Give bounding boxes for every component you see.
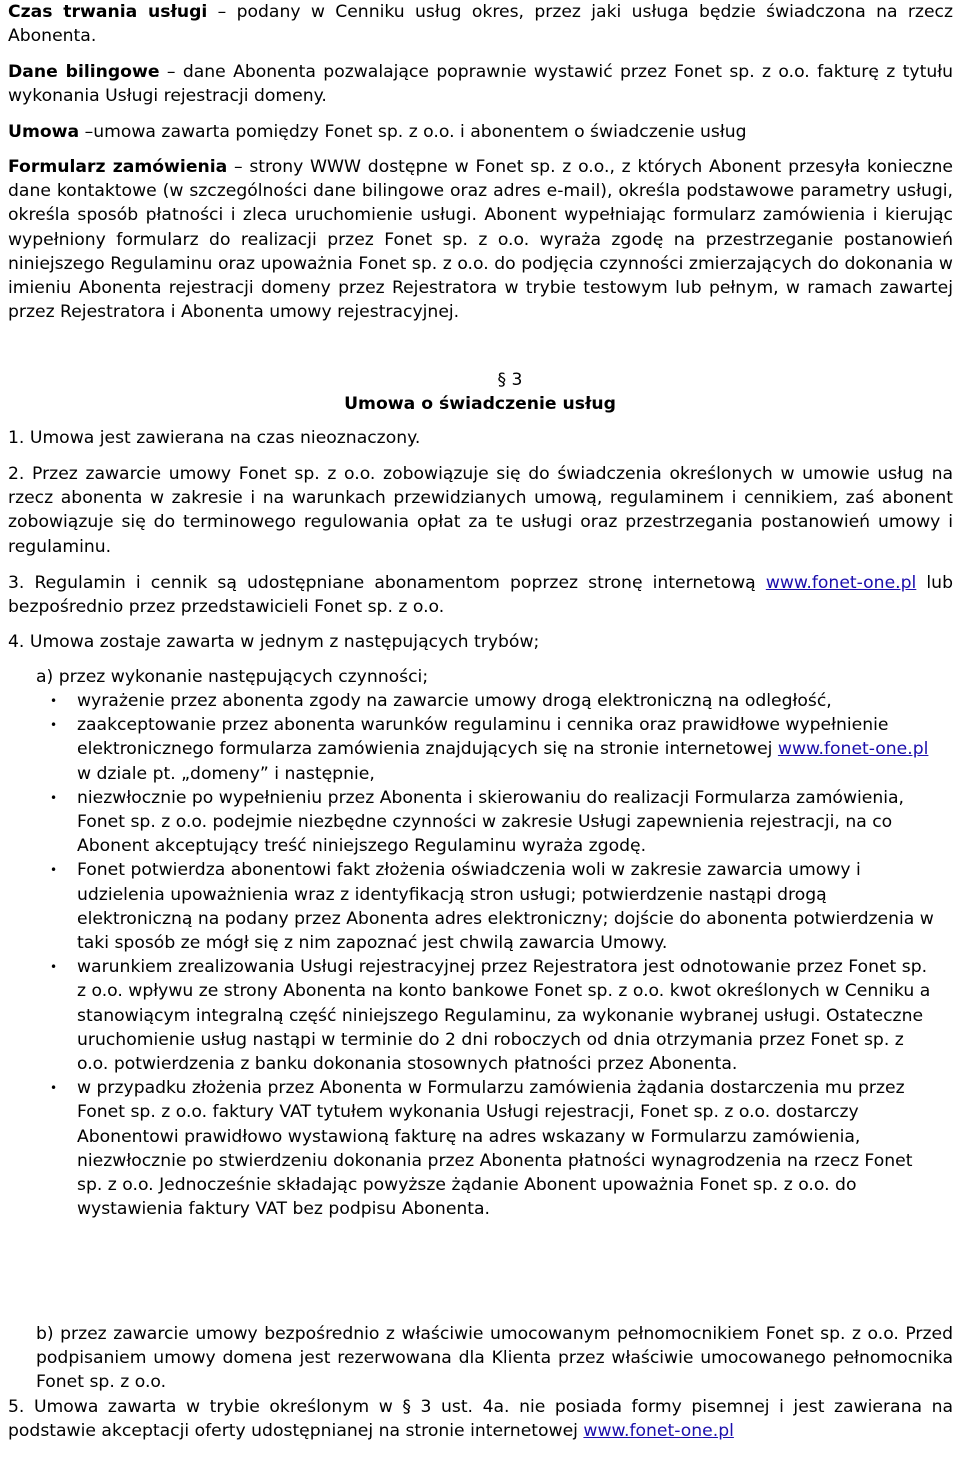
term-dane-bilingowe: Dane bilingowe — [8, 62, 160, 82]
definition-formularz — [8, 155, 953, 324]
bullet-icon: • — [50, 1081, 58, 1096]
point-3-text: 3. Regulamin i cennik są udostępniane abonamentom poprzez stronę internetową — [8, 573, 766, 593]
term-formularz-zamowienia: Formularz zamówienia — [8, 157, 228, 177]
list-item-text: warunkiem zrealizowania Usługi rejestracyjnej przez Rejestratora jest odnotowanie przez Fonet sp. z o.o. wpływu ze strony Abonenta na konto bankowe Fonet sp. z o.o. kwot określonych w Cenniku a stanowiącym integralną część niniejszego Regulaminu, za wykonanie wybranej usługi. Ostateczne uruchomienie usług nastąpi w terminie do 2 dni roboczych od dnia otrzymania przez Fonet sp. z o.o. potwierdzenia z banku dokonania stosownych płatności przez Abonenta. — [77, 957, 931, 1075]
term-umowa: Umowa — [8, 122, 80, 142]
bullet-icon: • — [50, 790, 58, 805]
point-4: 4. Umowa zostaje zawarta w jednym z następujących trybów; — [8, 632, 540, 652]
list-item-text: niezwłocznie po wypełnieniu przez Abonenta i skierowaniu do realizacji Formularza zamówienia, Fonet sp. z o.o. podejmie niezbędne czynności w zakresie Usługi zapewnienia rejestracji, na co Abonent akceptujący treść niniejszego Regulaminu wyraża zgodę. — [77, 787, 905, 857]
list-item — [0, 689, 953, 713]
definition-text: – strony WWW dostępne w Fonet sp. z o.o., z których Abonent przesyła konieczne dane kontaktowe (w szczególności dane bilingowe oraz adres e-mail), określa podstawowe parametry usługi, określa sposób płatności i zleca uruchomienie usługi. Abonent wypełniając formularz zamówienia i kierując wypełniony formularz do realizacji przez Fonet sp. z o.o. wyraża zgodę na przestrzeganie postanowień niniejszego Regulaminu oraz upoważnia Fonet sp. z o.o. do podjęcia czynności zmierzających do dokonania w imieniu Abonenta rejestracji domeny przez Rejestratora w trybie testowym lub pełnym, w ramach zawartej przez Rejestratora i Abonenta umowy rejestracyjnej. — [8, 157, 953, 323]
definition-umowa — [8, 120, 953, 144]
bullet-icon: • — [50, 694, 58, 708]
list-item — [0, 713, 953, 786]
list-item-text: wyrażenie przez abonenta zgody na zawarcie umowy drogą elektroniczną na odległość, — [77, 691, 832, 711]
section-title: Umowa o świadczenie usług — [344, 394, 616, 414]
website-link[interactable]: www.fonet-one.pl — [765, 573, 917, 593]
website-link[interactable]: www.fonet-one.pl — [777, 739, 929, 760]
definition-text: – podany w Cenniku usług okres, przez jaki usługa będzie świadczona na rzecz Abonenta. — [8, 2, 953, 47]
point-3-text-end: lub bezpośrednio przez przedstawicieli Fonet sp. z o.o. — [8, 573, 953, 618]
definition-text: – dane Abonenta pozwalające poprawnie wystawić przez Fonet sp. z o.o. fakturę z tytułu wykonania Usługi rejestracji domeny. — [8, 62, 954, 107]
website-link[interactable]: www.fonet-one.pl — [583, 1421, 734, 1442]
point-5-text: 5. Umowa zawarta w trybie określonym w § 3 ust. 4a. nie posiada formy pisemnej i jest zawierana na podstawie akceptacji oferty udostępnianej na stronie internetowej — [8, 1397, 953, 1442]
list-item — [0, 858, 953, 955]
bullet-list — [0, 689, 953, 1221]
definition-text: –umowa zawarta pomiędzy Fonet sp. z o.o. i abonentem o świadczenie usług — [79, 122, 747, 142]
point-4b: b) przez zawarcie umowy bezpośrednio z właściwie umocowanym pełnomocnikiem Fonet sp. z o.o. Przed podpisaniem umowy domena jest rezerwowana dla Klienta przez właściwie umocowanego pełnomocnika Fonet sp. z o.o. — [36, 1324, 953, 1393]
list-item-text-part: w dziale pt. „domeny” i następnie, — [77, 763, 375, 784]
bullet-icon: • — [50, 718, 58, 733]
definition-dane-bilingowe — [8, 60, 953, 108]
point-4a: a) przez wykonanie następujących czynności; — [36, 667, 429, 687]
point-2: 2. Przez zawarcie umowy Fonet sp. z o.o. zobowiązuje się do świadczenia określonych w umowie usług na rzecz abonenta w zakresie i na warunkach przewidzianych umową, regulaminem i cennikiem, zaś abonent zobowiązuje się do terminowego regulowania opłat za te usługi oraz przestrzegania postanowień umowy i regulaminu. — [8, 464, 953, 557]
list-item-text-part: zaakceptowanie przez abonenta warunków regulaminu i cennika oraz prawidłowe wypełnienie elektronicznego formularza zamówienia znajdujących się na stronie internetowej — [77, 715, 889, 760]
list-item — [0, 1076, 953, 1221]
bullet-icon: • — [50, 863, 58, 878]
list-item-text: w przypadku złożenia przez Abonenta w Formularzu zamówienia żądania dostarczenia mu przez Fonet sp. z o.o. faktury VAT tytułem wykonania Usługi rejestracji, Fonet sp. z o.o. dostarczy Abonentowi prawidłowo wystawioną fakturę na adres wskazany w Formularzu zamówienia, niezwłocznie po stwierdzeniu dokonania przez Abonenta płatności wynagrodzenia na rzecz Fonet sp. z o.o. Jednocześnie składając powyższe żądanie Abonent upoważnia Fonet sp. z o.o. do wystawienia faktury VAT bez podpisu Abonenta. — [77, 1078, 913, 1220]
point-1: 1. Umowa jest zawierana na czas nieoznaczony. — [8, 428, 421, 448]
list-item-text — [77, 713, 939, 786]
list-item — [0, 786, 953, 859]
definition-czas-trwania — [8, 0, 953, 48]
list-item — [0, 955, 953, 1076]
point-5 — [8, 1395, 953, 1443]
point-3 — [8, 571, 953, 619]
list-item-text: Fonet potwierdza abonentowi fakt złożenia oświadczenia woli w zakresie zawarcia umowy i udzielenia upoważnienia wraz z identyfikacją stron usługi; potwierdzenie nastąpi drogą elektroniczną na podany przez Abonenta adres elektroniczny; dojście do abonenta potwierdzenia w taki sposób ze mógł się z nim zapoznać jest chwilą zawarcia Umowy. — [77, 860, 934, 954]
term-czas-trwania: Czas trwania usługi — [8, 2, 208, 22]
bullet-icon: • — [50, 960, 58, 975]
section-number: § 3 — [497, 370, 523, 390]
